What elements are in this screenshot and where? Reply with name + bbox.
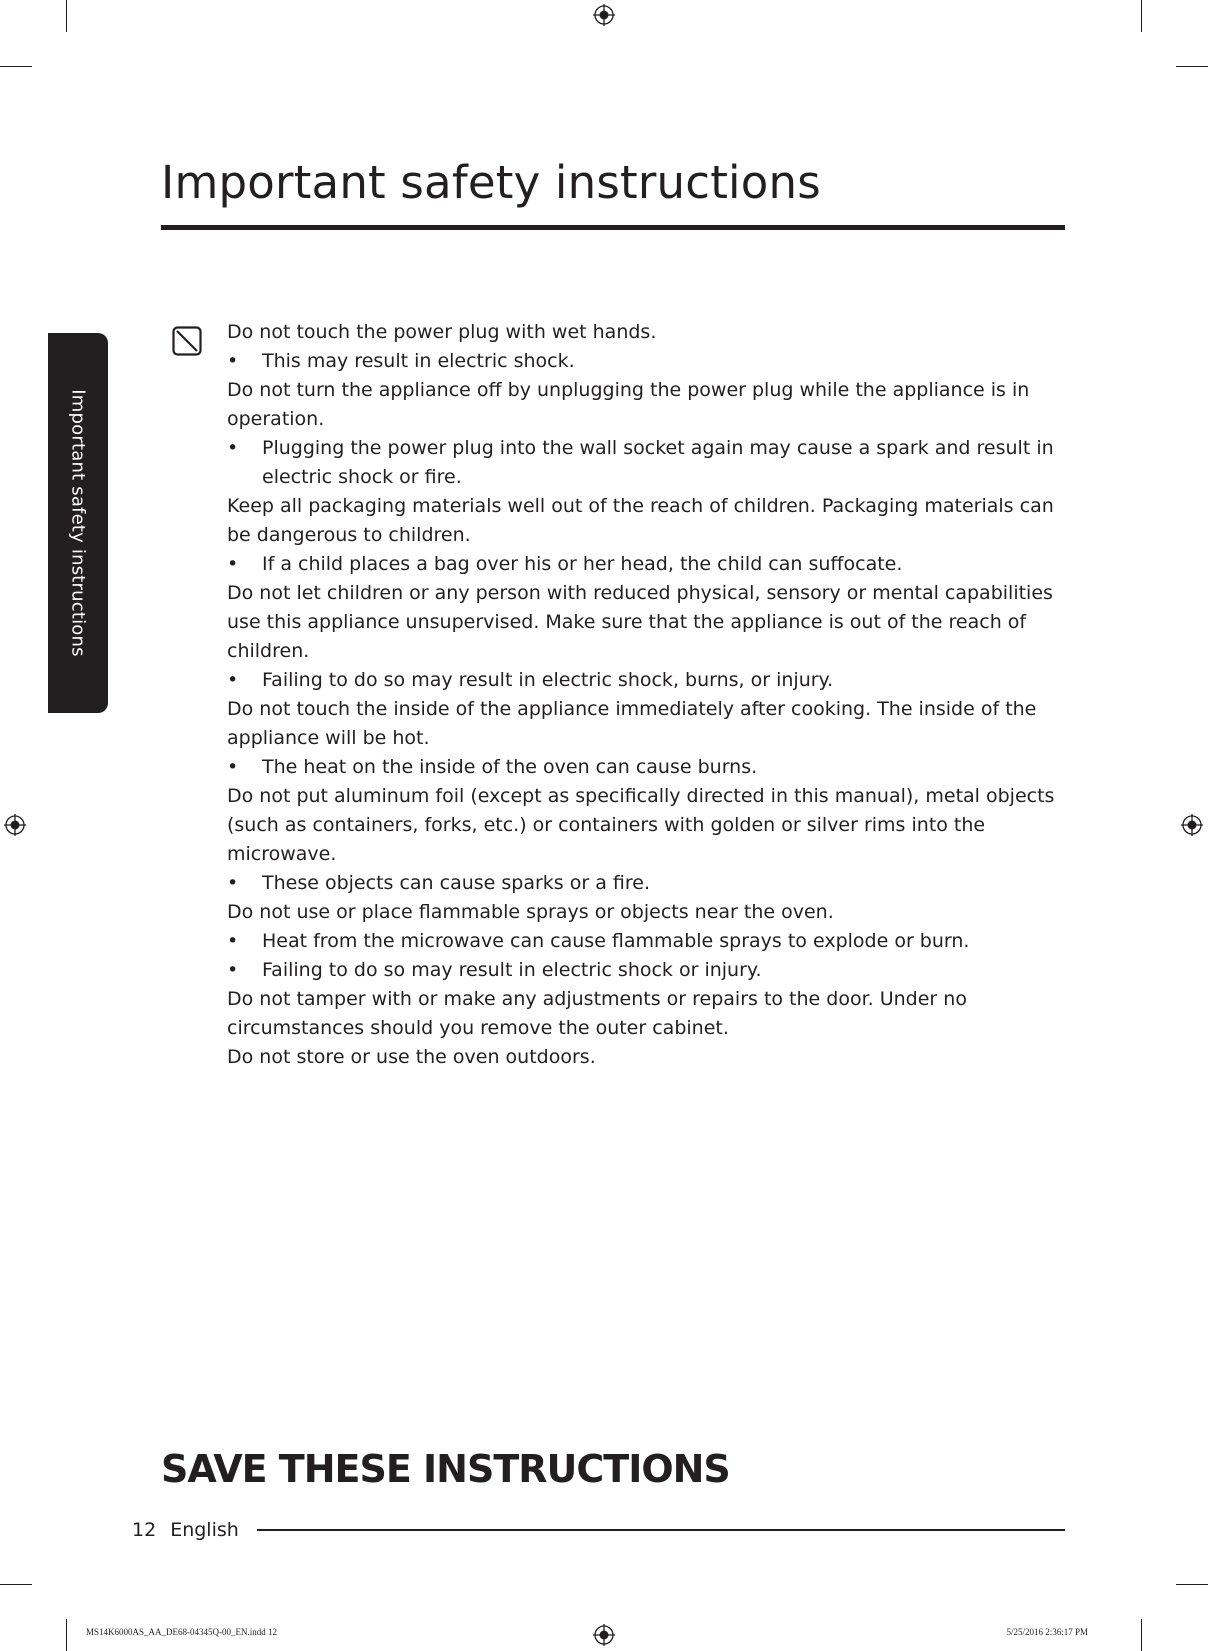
crop-mark (66, 0, 67, 32)
instruction-text: Do not turn the appliance off by unplugging the power plug while the appliance is in operation. (227, 379, 1030, 430)
crop-mark (0, 66, 32, 67)
page-title: Important safety instructions (161, 156, 821, 209)
instruction-text: Do not tamper with or make any adjustments or repairs to the door. Under no circumstances should you remove the outer cabinet. (227, 988, 967, 1039)
crop-mark (1176, 1584, 1208, 1585)
instruction-bullet: • If a child places a bag over his or her head, the child can suffocate. (227, 550, 1067, 579)
footer-language: English (170, 1519, 239, 1541)
title-rule (161, 225, 1065, 230)
registration-mark-icon (593, 1624, 615, 1646)
instruction-bullet: • Failing to do so may result in electric shock, burns, or injury. (227, 666, 1067, 695)
crop-mark (1141, 1619, 1142, 1651)
crop-mark (1141, 0, 1142, 32)
print-slug-timestamp: 5/25/2016 2:36:17 PM (1006, 1627, 1088, 1637)
instruction-text: Do not put aluminum foil (except as specifically directed in this manual), metal objects (such as containers, forks, etc.) or containers with golden or silver rims into the microwave. (227, 785, 1055, 865)
registration-mark-icon (1181, 814, 1203, 836)
instruction-text: Do not let children or any person with reduced physical, sensory or mental capabilities use this appliance unsupervised. Make sure that the appliance is out of the reach of children. (227, 582, 1053, 662)
instruction-text: Do not store or use the oven outdoors. (227, 1046, 596, 1068)
crop-mark (1176, 66, 1208, 67)
save-instructions-heading: SAVE THESE INSTRUCTIONS (161, 1447, 730, 1491)
instruction-bullet: • Plugging the power plug into the wall socket again may cause a spark and result in electric shock or fire. (227, 434, 1067, 492)
instruction-bullet: • These objects can cause sparks or a fire. (227, 869, 1067, 898)
instruction-bullet: • The heat on the inside of the oven can cause burns. (227, 753, 1067, 782)
crop-mark (0, 1584, 32, 1585)
prohibited-square-icon (172, 326, 202, 356)
page-footer (132, 1517, 239, 1543)
instruction-text: Do not touch the inside of the appliance immediately after cooking. The inside of the appliance will be hot. (227, 698, 1037, 749)
crop-mark (66, 1619, 67, 1651)
instruction-text: Do not touch the power plug with wet hands. (227, 321, 657, 343)
instruction-bullet: • Heat from the microwave can cause flammable sprays to explode or burn. (227, 927, 1067, 956)
instruction-bullet: • Failing to do so may result in electric shock or injury. (227, 956, 1067, 985)
print-slug-file: MS14K6000AS_AA_DE68-04345Q-00_EN.indd 12 (86, 1627, 277, 1637)
instruction-bullet: • This may result in electric shock. (227, 347, 1067, 376)
footer-rule (257, 1529, 1065, 1531)
registration-mark-icon (4, 814, 26, 836)
side-tab-label: Important safety instructions (67, 389, 89, 657)
side-tab (48, 333, 108, 713)
registration-mark-icon (593, 4, 615, 26)
instruction-text: Do not use or place flammable sprays or objects near the oven. (227, 901, 834, 923)
instruction-list (227, 318, 1067, 1072)
page-number: 12 (132, 1519, 157, 1541)
instruction-text: Keep all packaging materials well out of the reach of children. Packaging materials can be dangerous to children. (227, 495, 1054, 546)
